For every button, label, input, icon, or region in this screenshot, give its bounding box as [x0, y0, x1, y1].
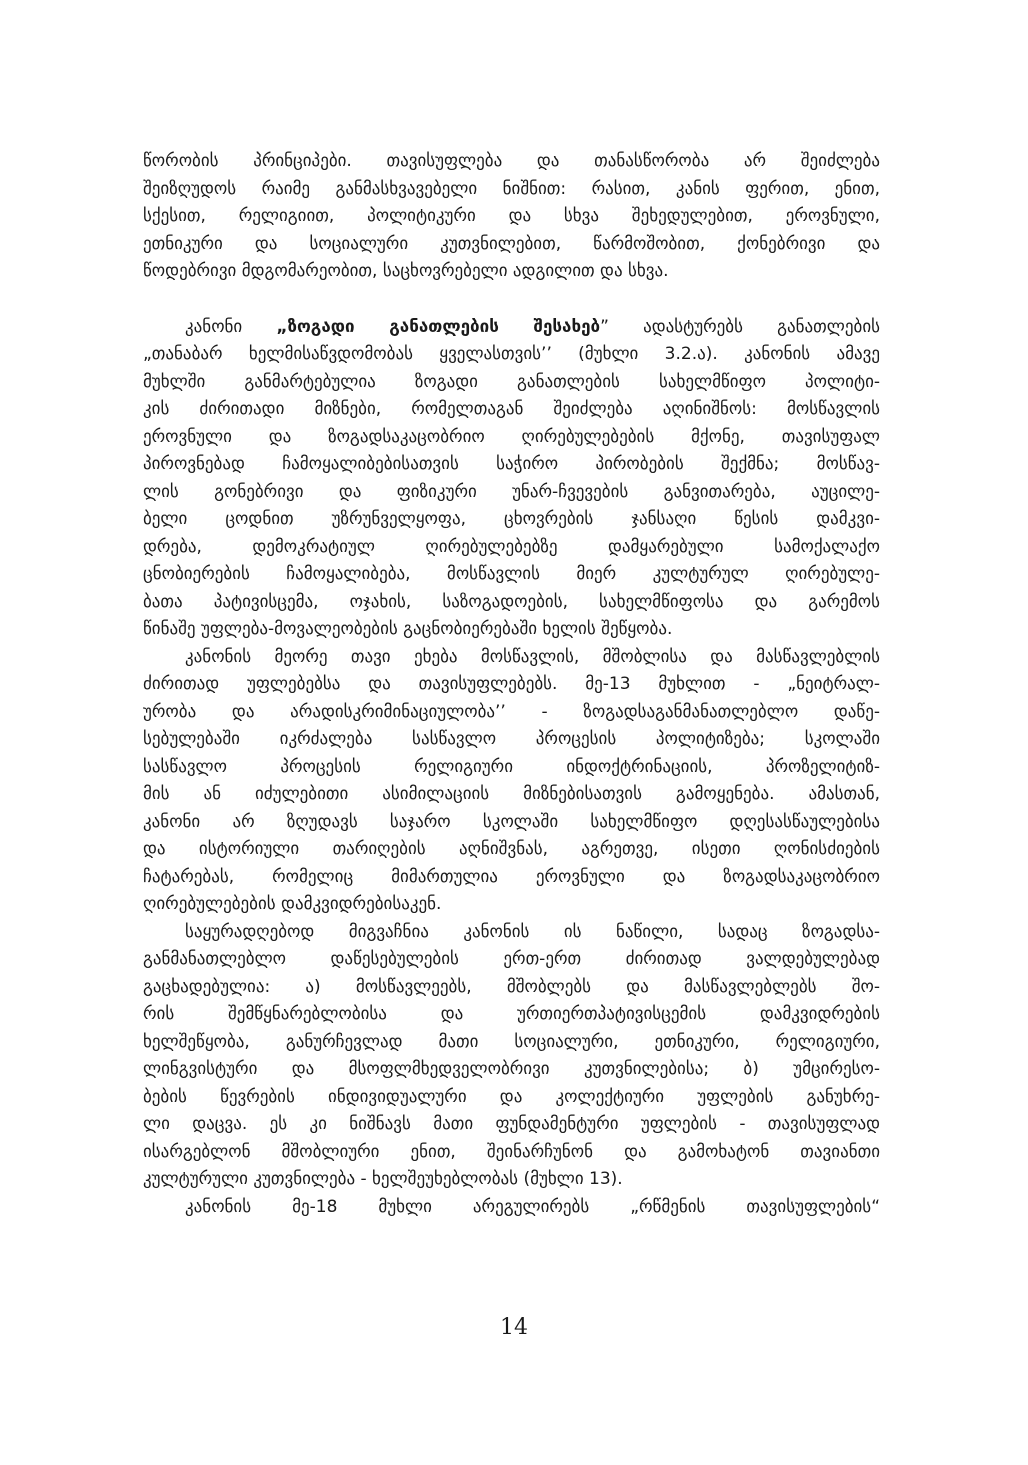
text-line: კანონი არ ზღუდავს საჯარო სკოლაში სახელმწიფო დღესასწაულებისა: [143, 811, 880, 832]
paragraph-1: [143, 148, 880, 286]
text-line: პიროვნებად ჩამოყალიბებისათვის საჭირო პირობების შექმნა; მოსწავ-: [143, 454, 880, 474]
text-line: წორობის პრინციპები. თავისუფლება და თანასწორობა არ შეიძლება: [143, 151, 880, 171]
text-line: ეთნიკური და სოციალური კუთვნილებით, წარმოშობით, ქონებრივი და: [143, 233, 880, 254]
text-line: „თანაბარ ხელმისაწვდომობას ყველასთვის’’ (მუხლი 3.2.ა). კანონის ამავე: [143, 344, 880, 364]
text-line: ლი დაცვა. ეს კი ნიშნავს მათი ფუნდამენტური უფლების - თავისუფლად: [143, 1114, 880, 1134]
paragraph-gap: [143, 286, 880, 314]
page-body: [143, 148, 880, 1221]
text-line: ისარგებლონ მშობლიური ენით, შეინარჩუნონ და გამოხატონ თავიანთი: [143, 1141, 880, 1162]
paragraph-5: [143, 1194, 880, 1222]
text-line: საყურადღებოდ მიგვაჩნია კანონის ის ნაწილი, სადაც ზოგადსა-: [185, 921, 880, 942]
text-run: კანონი: [185, 316, 277, 337]
text-line: განმანათლებლო დაწესებულების ერთ-ერთ ძირითად ვალდებულებად: [143, 949, 880, 969]
text-line: სქესით, რელიგიით, პოლიტიკური და სხვა შეხედულებით, ეროვნული,: [143, 206, 880, 226]
text-line: ხელშეწყობა, განურჩევლად მათი სოციალური, ეთნიკური, რელიგიური,: [143, 1031, 880, 1052]
text-line: შეიზღუდოს რაიმე განმასხვავებელი ნიშნით: რასით, კანის ფერით, ენით,: [143, 178, 880, 199]
text-line: ბათა პატივისცემა, ოჯახის, საზოგადოების, სახელმწიფოსა და გარემოს: [143, 591, 880, 612]
text-line: ბელი ცოდნით უზრუნველყოფა, ცხოვრების ჯანსაღი წესის დამკვი-: [143, 509, 880, 529]
text-line: კანონის მე-18 მუხლი არეგულირებს „რწმენის თავისუფლების“: [185, 1196, 880, 1217]
text-line: ცნობიერების ჩამოყალიბება, მოსწავლის მიერ კულტურულ ღირებულე-: [143, 564, 880, 584]
text-line: წინაშე უფლება-მოვალეობების გაცნობიერებაში ხელის შეწყობა.: [143, 619, 673, 639]
text-line: კანონის მეორე თავი ეხება მოსწავლის, მშობლისა და მასწავლებლის: [185, 646, 880, 667]
text-line: ურობა და არადისკრიმინაციულობა’’ - ზოგადსაგანმანათლებლო დაწე-: [143, 701, 880, 722]
text-line: ბების წევრების ინდივიდუალური და კოლექტიური უფლების განუხრე-: [143, 1086, 880, 1107]
text-line: მუხლში განმარტებულია ზოგადი განათლების სახელმწიფო პოლიტი-: [143, 371, 880, 392]
page-number: 14: [500, 1315, 528, 1340]
text-line: ღირებულებების დამკვიდრებისაკენ.: [143, 894, 442, 914]
text-line: ლინგვისტური და მსოფლმხედველობრივი კუთვნილებისა; ბ) უმცირესო-: [143, 1059, 880, 1079]
text-line: სებულებაში იკრძალება სასწავლო პროცესის პოლიტიზება; სკოლაში: [143, 729, 880, 749]
text-line: ეროვნული და ზოგადსაკაცობრიო ღირებულებების მქონე, თავისუფალ: [143, 426, 880, 447]
paragraph-2: [143, 314, 880, 644]
text-line: გაცხადებულია: ა) მოსწავლეებს, მშობლებს და მასწავლებლებს შო-: [143, 976, 880, 997]
text-line: ლის გონებრივი და ფიზიკური უნარ-ჩვევების განვითარება, აუცილე-: [143, 481, 880, 502]
text-line: წოდებრივი მდგომარეობით, საცხოვრებელი ადგილით და სხვა.: [143, 261, 669, 281]
text-line: რის შემწყნარებლობისა და ურთიერთპატივისცემის დამკვიდრების: [143, 1004, 880, 1024]
text-line: და ისტორიული თარიღების აღნიშვნას, აგრეთვე, ისეთი ღონისძიების: [143, 839, 880, 859]
paragraph-3: [143, 644, 880, 919]
law-title: „ზოგადი განათლების შესახებ: [276, 316, 601, 337]
text-run: ” ადასტურებს განათლების: [600, 316, 880, 337]
text-line: ჩატარებას, რომელიც მიმართულია ეროვნული და ზოგადსაკაცობრიო: [143, 866, 880, 887]
text-line: სასწავლო პროცესის რელიგიური ინდოქტრინაციის, პროზელიტიზ-: [143, 756, 880, 777]
text-line: კულტურული კუთვნილება - ხელშეუხებლობას (მუხლი 13).: [143, 1169, 623, 1189]
paragraph-4: [143, 919, 880, 1194]
text-line: კის ძირითადი მიზნები, რომელთაგან შეიძლება აღინიშნოს: მოსწავლის: [143, 399, 880, 419]
text-line: მის ან იძულებითი ასიმილაციის მიზნებისათვის გამოყენება. ამასთან,: [143, 784, 880, 804]
text-line: ძირითად უფლებებსა და თავისუფლებებს. მე-13 მუხლით - „ნეიტრალ-: [143, 674, 880, 694]
text-line: [143, 314, 880, 342]
text-line: დრება, დემოკრატიულ ღირებულებებზე დამყარებული სამოქალაქო: [143, 536, 880, 557]
